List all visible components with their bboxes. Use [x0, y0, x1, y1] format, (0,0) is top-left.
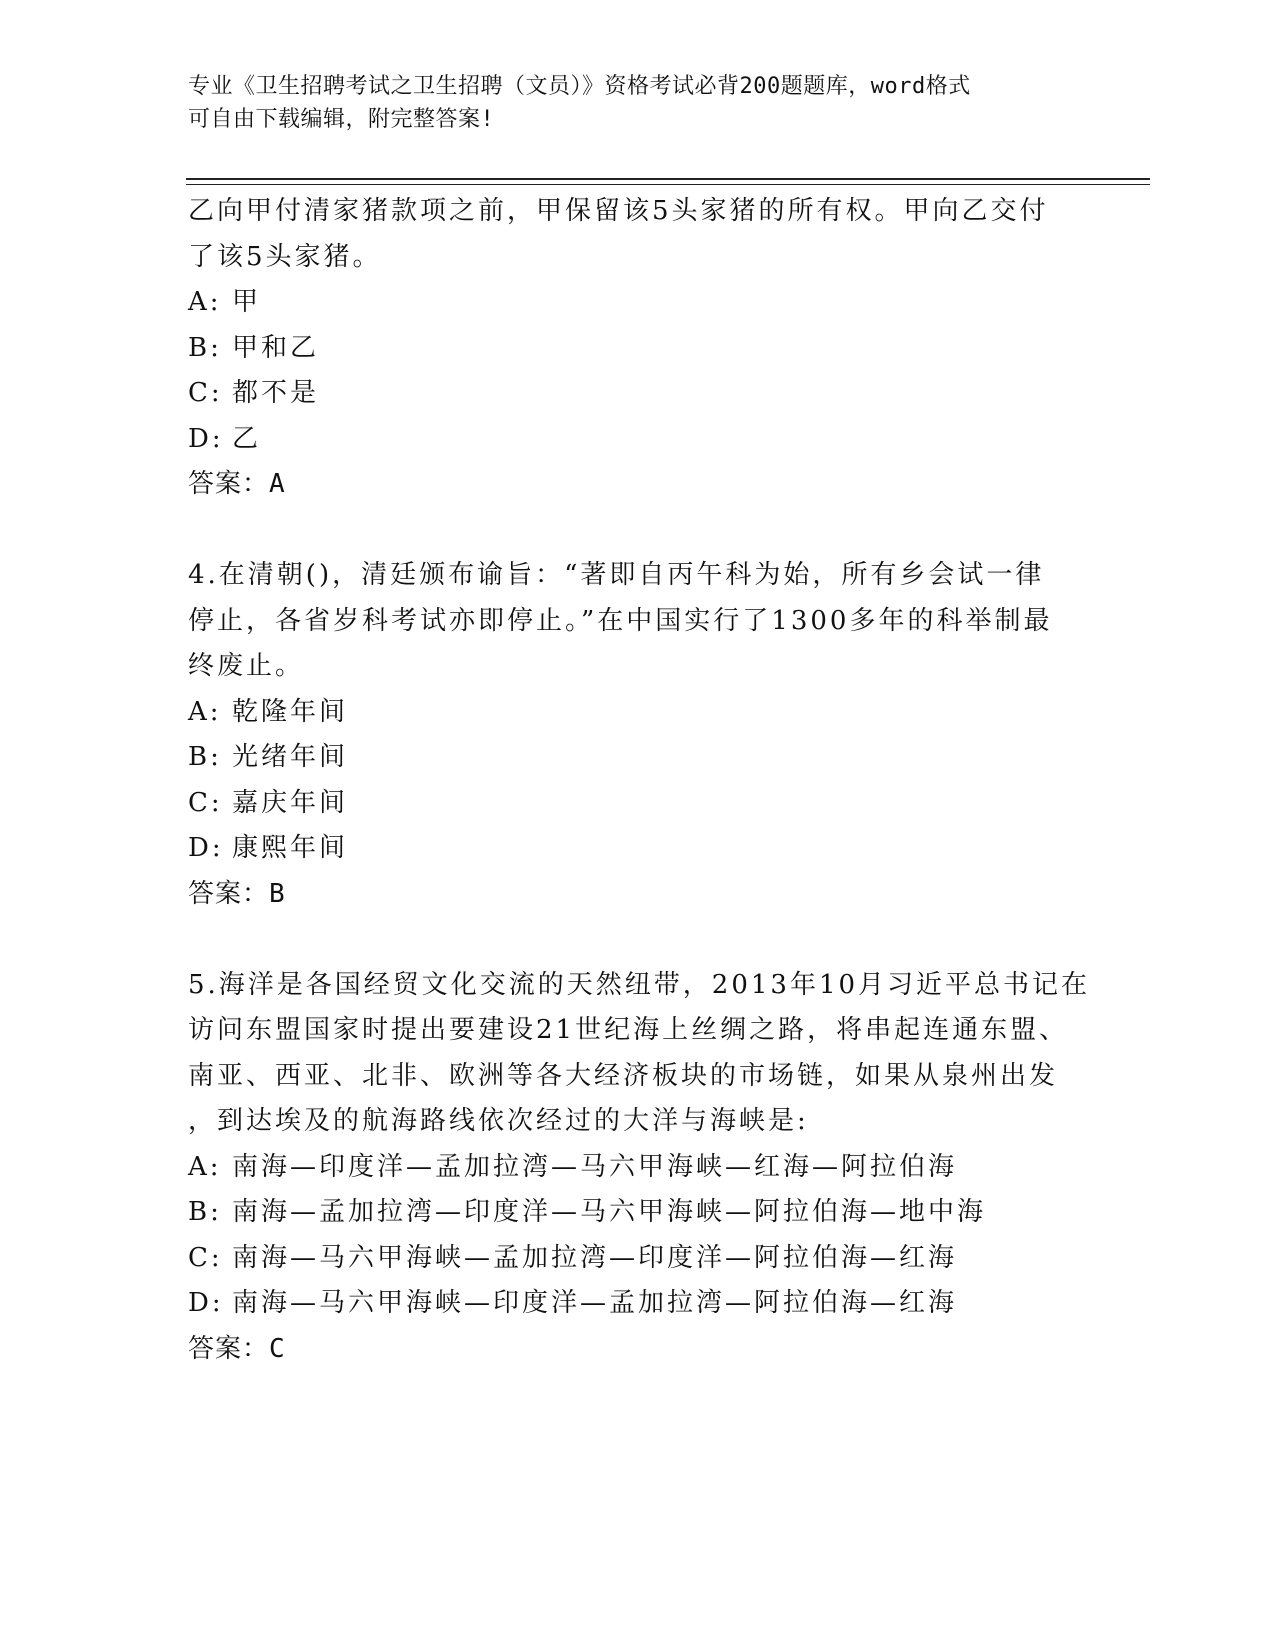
option-letter: D:	[188, 833, 224, 863]
document-header	[188, 70, 1088, 136]
option-letter: A:	[188, 1151, 222, 1182]
answer-value: A	[269, 469, 286, 499]
answer-label: 答案：	[188, 878, 270, 909]
option-letter: D:	[188, 423, 224, 454]
option-letter: B:	[188, 742, 222, 772]
answer-line	[188, 872, 1088, 918]
question-stem-line: 5.海洋是各国经贸文化交流的天然纽带，2013年10月习近平总书记在	[188, 969, 1091, 1000]
option-text: 康熙年间	[232, 833, 349, 863]
answer-line	[188, 462, 1088, 508]
option-text: 都不是	[232, 378, 320, 408]
question-stem-line: 4.在清朝()，清廷颁布谕旨：“著即自丙午科为始，所有乡会试一律	[188, 560, 1045, 590]
header-divider-thin	[186, 184, 1150, 185]
header-line-2: 可自由下载编辑，附完整答案!	[188, 107, 495, 132]
option-letter: B:	[188, 332, 222, 363]
question-stem-line: 了该5头家猪。	[188, 241, 382, 272]
option-text: 南海—孟加拉湾—印度洋—马六甲海峡—阿拉伯海—地中海	[232, 1197, 987, 1227]
option-text: 南海—印度洋—孟加拉湾—马六甲海峡—红海—阿拉伯海	[232, 1151, 958, 1182]
question-5	[188, 963, 1091, 1373]
option-d	[188, 417, 1088, 463]
option-text: 光绪年间	[232, 742, 349, 772]
question-stem-line: 乙向甲付清家猪款项之前，甲保留该5头家猪的所有权。甲向乙交付	[188, 196, 1049, 226]
option-d	[188, 826, 1088, 872]
option-text: 甲	[232, 287, 262, 317]
question-stem-line: 终废止。	[188, 651, 305, 681]
option-a	[188, 690, 1088, 736]
option-text: 南海—马六甲海峡—印度洋—孟加拉湾—阿拉伯海—红海	[232, 1288, 958, 1318]
answer-value: B	[269, 878, 286, 909]
question-stem-line: ，到达埃及的航海路线依次经过的大洋与海峡是:	[188, 1106, 809, 1136]
answer-value: C	[269, 1333, 286, 1364]
question-3	[188, 189, 1088, 508]
option-d	[188, 1281, 1088, 1327]
header-line-1: 专业《卫生招聘考试之卫生招聘（文员）》资格考试必背200题题库，word格式	[188, 74, 971, 99]
option-c	[188, 371, 1088, 417]
question-4	[188, 553, 1088, 917]
question-stem-line: 访问东盟国家时提出要建设21世纪海上丝绸之路，将串起连通东盟、	[188, 1015, 1069, 1045]
option-letter: C:	[188, 787, 223, 818]
option-a	[188, 1145, 1088, 1191]
option-letter: D:	[188, 1288, 224, 1318]
option-letter: A:	[188, 696, 222, 727]
answer-label: 答案：	[188, 1333, 270, 1364]
option-letter: C:	[188, 378, 223, 408]
question-stem-line: 停止，各省岁科考试亦即停止。”在中国实行了1300多年的科举制最	[188, 605, 1053, 636]
header-divider-thick	[186, 178, 1150, 180]
answer-label: 答案：	[188, 469, 270, 499]
option-b	[188, 326, 1088, 372]
option-b	[188, 735, 1088, 781]
option-letter: C:	[188, 1242, 223, 1273]
option-c	[188, 781, 1088, 827]
question-stem-line: 南亚、西亚、北非、欧洲等各大经济板块的市场链，如果从泉州出发	[188, 1060, 1059, 1091]
document-body	[188, 189, 1091, 1372]
option-a	[188, 280, 1088, 326]
option-text: 乾隆年间	[232, 696, 349, 727]
spacer	[188, 917, 1088, 963]
option-letter: B:	[188, 1197, 222, 1227]
option-letter: A:	[188, 287, 222, 317]
spacer	[188, 508, 1088, 554]
answer-line	[188, 1327, 1088, 1373]
option-text: 南海—马六甲海峡—孟加拉湾—印度洋—阿拉伯海—红海	[232, 1242, 958, 1273]
option-text: 乙	[232, 423, 262, 454]
option-b	[188, 1190, 1088, 1236]
option-text: 嘉庆年间	[232, 787, 349, 818]
option-c	[188, 1236, 1088, 1282]
option-text: 甲和乙	[232, 332, 320, 363]
